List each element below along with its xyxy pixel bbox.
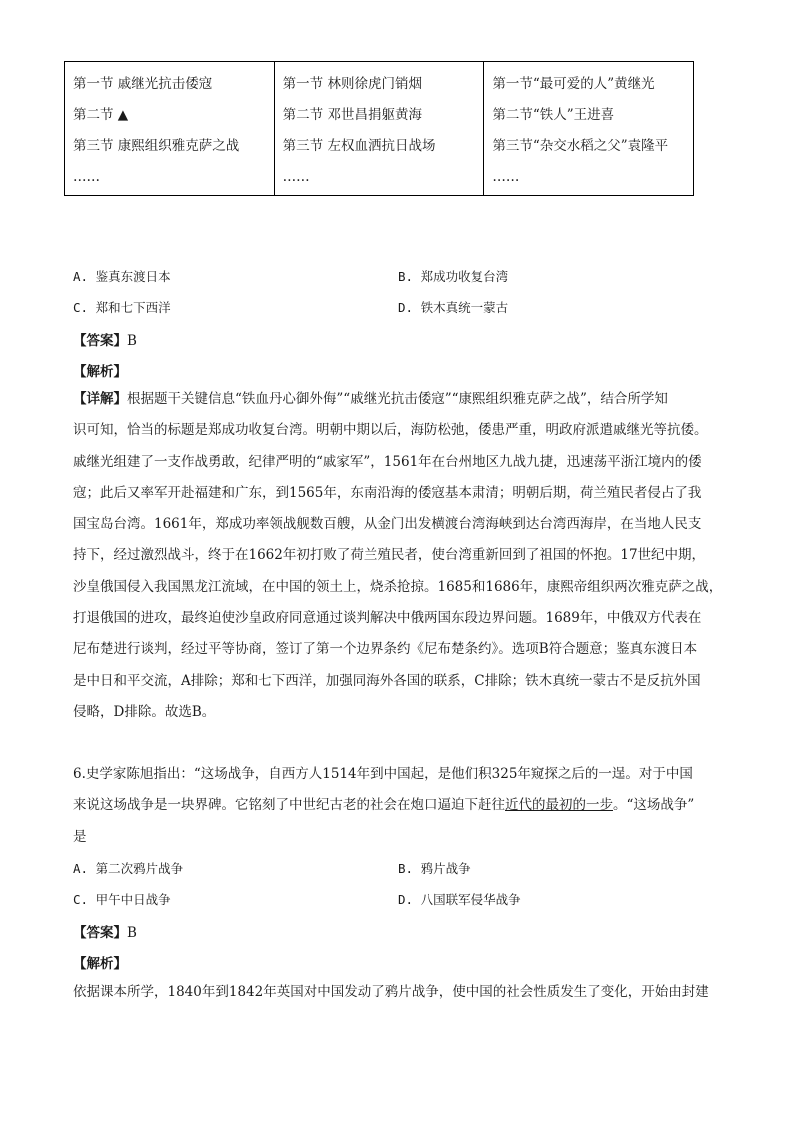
q5-analysis-heading xyxy=(73,360,127,380)
table-cell: 第一节 林则徐虎门销烟 xyxy=(282,76,422,92)
q5-answer xyxy=(73,329,137,349)
answer-value: B xyxy=(127,925,137,941)
table-cell: …… xyxy=(492,169,520,185)
underlined-phrase: 近代的最初的一步 xyxy=(505,797,613,814)
table-cell: 第三节 康熙组织雅克萨之战 xyxy=(73,138,240,154)
detail-line: 国宝岛台湾。1661年，郑成功率领战舰数百艘，从金门出发横渡台湾海峡到达台湾西海岸，在当地人民支 xyxy=(73,516,702,533)
q6-stem-line: 是 xyxy=(73,828,87,845)
table-column-1 xyxy=(65,62,274,195)
answer-label: 【答案】 xyxy=(73,333,127,349)
table-cell: 第二节“铁人”王进喜 xyxy=(492,107,615,123)
q6-analysis-paragraph xyxy=(73,977,725,1008)
q5-option-b: B. 郑成功收复台湾 xyxy=(398,269,509,284)
q6-option-b: B. 鸦片战争 xyxy=(398,861,471,876)
topics-table xyxy=(64,61,694,196)
analysis-line: 依据课本所学，1840年到1842年英国对中国发动了鸦片战争，使中国的社会性质发生了变化，开始由封建 xyxy=(73,984,709,1000)
q6-option-d: D. 八国联军侵华战争 xyxy=(398,892,521,907)
table-column-2 xyxy=(274,62,484,195)
answer-label: 【答案】 xyxy=(73,925,127,941)
q5-detail-paragraph xyxy=(73,384,725,728)
q6-stem xyxy=(73,759,725,853)
q5-option-c: C. 郑和七下西洋 xyxy=(73,300,171,315)
q6-option-a: A. 第二次鸦片战争 xyxy=(73,861,184,876)
table-cell: 第一节“最可爱的人”黄继光 xyxy=(492,76,655,92)
q6-option-c: C. 甲午中日战争 xyxy=(73,892,171,907)
answer-value: B xyxy=(127,333,137,349)
detail-line: 【详解】根据题干关键信息“铁血丹心御外侮”“戚继光抗击倭寇”“康熙组织雅克萨之战”，结合所学知 xyxy=(73,391,668,407)
analysis-label: 【解析】 xyxy=(73,956,127,972)
detail-line: 戚继光组建了一支作战勇敢，纪律严明的“戚家军”，1561年在台州地区九战九捷，迅速荡平浙江境内的倭 xyxy=(73,453,702,470)
detail-line: 寇；此后又率军开赴福建和广东，到1565年，东南沿海的倭寇基本肃清；明朝后期，荷兰殖民者侵占了我 xyxy=(73,484,702,501)
table-cell: …… xyxy=(73,169,100,185)
detail-line: 侵略，D排除。故选B。 xyxy=(73,703,216,720)
detail-line: 沙皇俄国侵入我国黑龙江流域，在中国的领土上，烧杀抢掠。1685和1686年，康熙帝组织两次雅克萨之战， xyxy=(73,578,723,595)
detail-line: 尼布楚进行谈判，经过平等协商，签订了第一个边界条约《尼布楚条约》。选项B符合题意；鉴真东渡日本 xyxy=(73,641,698,658)
table-cell: 第三节“杂交水稻之父”袁隆平 xyxy=(492,138,669,154)
table-cell: 第二节 ▲ xyxy=(73,107,129,123)
detail-label: 【详解】 xyxy=(73,391,127,407)
detail-line: 持下，经过激烈战斗，终于在1662年初打败了荷兰殖民者，使台湾重新回到了祖国的怀抱。17世纪中期， xyxy=(73,547,706,564)
q6-answer xyxy=(73,921,137,941)
q6-analysis-heading xyxy=(73,952,127,972)
q5-option-a: A. 鉴真东渡日本 xyxy=(73,269,171,284)
table-column-3 xyxy=(483,62,693,195)
table-cell: 第三节 左权血洒抗日战场 xyxy=(282,138,436,154)
analysis-label: 【解析】 xyxy=(73,364,127,380)
q5-option-d: D. 铁木真统一蒙古 xyxy=(398,300,509,315)
detail-line: 是中日和平交流，A排除；郑和七下西洋，加强同海外各国的联系，C排除；铁木真统一蒙古不是反抗外国 xyxy=(73,672,701,689)
table-cell: …… xyxy=(282,169,310,185)
q6-stem-line: 6.史学家陈旭指出：“这场战争，自西方人1514年到中国起，是他们积325年窥探之后的一逞。对于中国 xyxy=(73,766,693,782)
q6-stem-line: 来说这场战争是一块界碑。它铭刻了中世纪古老的社会在炮口逼迫下赶往近代的最初的一步。“这场战争” xyxy=(73,797,695,814)
table-cell: 第二节 邓世昌捐躯黄海 xyxy=(282,107,422,123)
detail-line: 识可知，恰当的标题是郑成功收复台湾。明朝中期以后，海防松弛，倭患严重，明政府派遣戚继光等抗倭。 xyxy=(73,422,708,439)
detail-line: 打退俄国的进攻，最终迫使沙皇政府同意通过谈判解决中俄两国东段边界问题。1689年，中俄双方代表在 xyxy=(73,610,702,627)
table-cell: 第一节 戚继光抗击倭寇 xyxy=(73,76,213,92)
